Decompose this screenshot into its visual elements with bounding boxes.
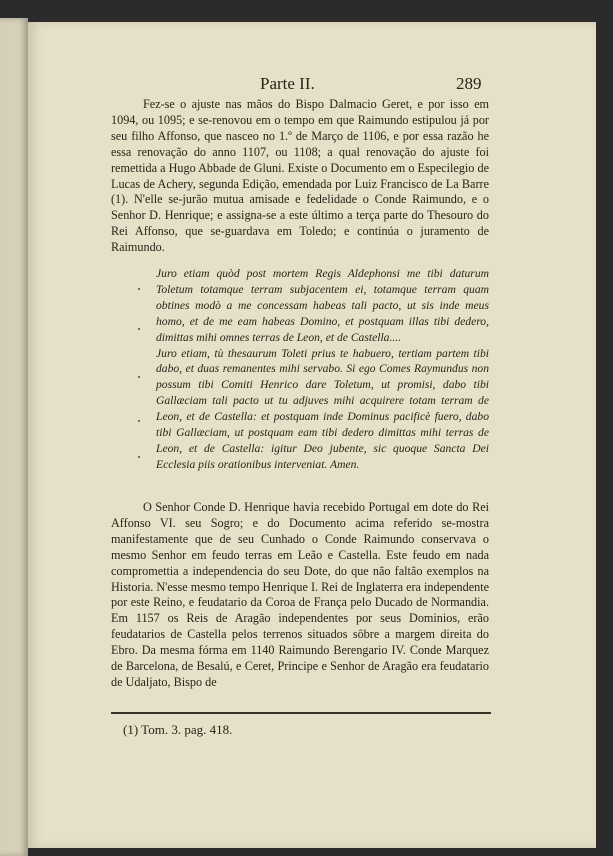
page-number: 289 bbox=[456, 74, 482, 93]
quote-paragraph-1: Juro etiam quòd post mortem Regis Aldephonsi me tibi daturum Toletum totamque terram subjacentem ei, totamque terram quam obtines modò a me concessam habeas tali pacto, ut sis inde meus homo, et de me eam habeas Domino, et postquam illas tibi dedero, dimittas mihi omnes terras de Leon, et de Castella.... bbox=[156, 267, 489, 344]
running-head: Parte II. bbox=[260, 74, 315, 93]
book-page bbox=[28, 22, 596, 848]
latin-quotation bbox=[156, 266, 489, 473]
footnote: (1) Tom. 3. pag. 418. bbox=[123, 722, 233, 737]
paragraph-1: Fez-se o ajuste nas mãos do Bispo Dalmacio Geret, e por isso em 1094, ou 1095; e se-renovou em o tempo em que Raimundo estipulou já por seu filho Affonso, que nasceo no 1.º de Março de 1106, e por essa razão he essa renovação do anno 1107, ou 1108; a qual renovação do ajuste foi remettida a Hugo Abbade de Gluni. Existe o Documento em o Especilegio de Lucas de Achery, segunda Edição, emendada por Luiz Francisco de La Barre (1). N'elle se-jurão mutua amisade e fedelidade o Conde Raimundo, e o Senhor D. Henrique; e assigna-se a este último a terça parte do Thesouro do Rei Affonso, que se-guardava em Toledo; e continúa o juramento de Raimundo. bbox=[111, 97, 489, 255]
quote-paragraph-2: Juro etiam, tù thesaurum Toleti prius te habuero, tertiam partem tibi dabo, et duas remanentes mihi servabo. Si ego Comes Raymundus non possum tibi Comiti Henrico dare Toletum, ut promisi, dabo tibi Gallæciam tali pacto ut tu adjuves mihi acquirere totam terram de Leon, et de Castella: et postquam inde Dominus pacificè fuero, dabo tibi Gallæciam, ut postquam eam tibi dedero dimittas mihi terras de Leon, et de Castella: igitur Deo jubente, sic quoque Sancta Dei Ecclesia piis orationibus interveniat. Amen. bbox=[156, 346, 489, 471]
facing-page-edge bbox=[0, 18, 28, 856]
margin-specks bbox=[138, 280, 148, 480]
paragraph-2: O Senhor Conde D. Henrique havia recebido Portugal em dote do Rei Affonso VI. seu Sogro; e do Documento acima referido se-mostra manifestamente que de seu Cunhado o Conde Raimundo conservava o mesmo Senhor em feudo terras em Leão e Castella. Este feudo em nada compromettia a independencia do seu Dote, do que não faltão exemplos na Historia. N'esse mesmo tempo Henrique I. Rei de Inglaterra era independente por este Reino, e feudatario da Coroa de França pelo Ducado de Normandia. Em 1157 os Reis de Aragão independentes por seus Dominios, erão feudatarios de Castella pelos terrenos situados sôbre a margem direita do Ebro. Da mesma fórma em 1140 Raimundo Berengario IV. Conde Marquez de Barcelona, de Besalú, e Ceret, Principe e Senhor de Aragão era feudatario de Udaljato, Bispo de bbox=[111, 500, 489, 689]
footnote-rule bbox=[111, 712, 491, 714]
